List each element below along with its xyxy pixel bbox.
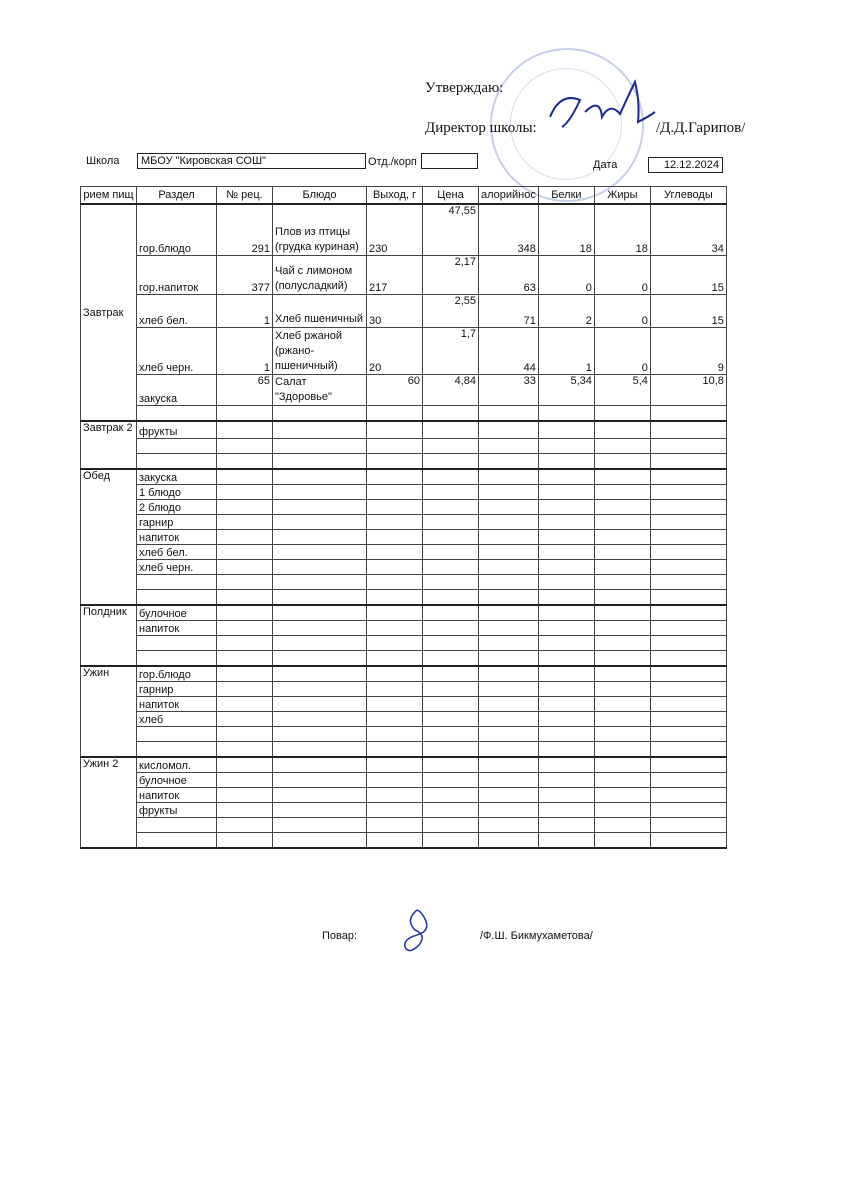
col-header: Блюдо	[273, 187, 367, 205]
protein-cell: 5,34	[538, 375, 594, 406]
col-header: Раздел	[137, 187, 217, 205]
date-label: Дата	[593, 159, 618, 171]
table-row	[81, 530, 727, 545]
table-row	[81, 697, 727, 712]
table-row	[81, 406, 727, 422]
table-row	[81, 295, 727, 328]
table-row	[81, 469, 727, 485]
section-cell: гор.напиток	[137, 256, 217, 295]
kcal-cell: 33	[479, 375, 539, 406]
dish-cell: Хлеб ржаной (ржано-пшеничный)	[273, 328, 367, 375]
section-cell: хлеб бел.	[137, 295, 217, 328]
table-row	[81, 773, 727, 788]
table-row	[81, 560, 727, 575]
kcal-cell: 71	[479, 295, 539, 328]
col-header: алорийнос	[479, 187, 539, 205]
protein-cell: 18	[538, 204, 594, 256]
table-row	[81, 375, 727, 406]
meal-label: Ужин 2	[81, 757, 137, 848]
table-row	[81, 454, 727, 470]
meal-label: Обед	[81, 469, 137, 605]
table-row	[81, 651, 727, 667]
section-cell: 1 блюдо	[137, 485, 217, 500]
table-row	[81, 818, 727, 833]
section-cell: фрукты	[137, 421, 217, 439]
table-row	[81, 204, 727, 256]
section-cell: напиток	[137, 788, 217, 803]
section-cell: напиток	[137, 621, 217, 636]
section-cell: гарнир	[137, 515, 217, 530]
director-signature-icon	[540, 72, 660, 142]
meal-label: Ужин	[81, 666, 137, 757]
fat-cell: 0	[594, 295, 650, 328]
col-header: Белки	[538, 187, 594, 205]
yield-cell: 60	[367, 375, 423, 406]
carbs-cell: 15	[650, 295, 726, 328]
col-header: рием пищ	[81, 187, 137, 205]
carbs-cell: 10,8	[650, 375, 726, 406]
approve-label: Утверждаю:	[425, 80, 504, 96]
recipe-cell: 377	[217, 256, 273, 295]
director-label: Директор школы:	[425, 120, 537, 136]
table-row	[81, 682, 727, 697]
carbs-cell: 15	[650, 256, 726, 295]
school-label: Школа	[86, 155, 120, 167]
price-cell: 4,84	[423, 375, 479, 406]
school-field: МБОУ "Кировская СОШ"	[137, 153, 366, 169]
dish-cell: Чай с лимоном (полусладкий)	[273, 256, 367, 295]
section-cell: хлеб черн.	[137, 328, 217, 375]
menu-table	[80, 186, 727, 849]
table-row	[81, 500, 727, 515]
col-header: № рец.	[217, 187, 273, 205]
carbs-cell: 34	[650, 204, 726, 256]
col-header: Жиры	[594, 187, 650, 205]
meal-label: Завтрак	[81, 204, 137, 421]
recipe-cell: 65	[217, 375, 273, 406]
col-header: Выход, г	[367, 187, 423, 205]
table-row	[81, 712, 727, 727]
table-row	[81, 833, 727, 849]
table-row	[81, 328, 727, 375]
yield-cell: 30	[367, 295, 423, 328]
table-row	[81, 727, 727, 742]
carbs-cell: 9	[650, 328, 726, 375]
table-row	[81, 485, 727, 500]
date-field: 12.12.2024	[648, 157, 723, 173]
section-cell: хлеб бел.	[137, 545, 217, 560]
price-cell: 2,17	[423, 256, 479, 295]
dish-cell: Салат "Здоровье"	[273, 375, 367, 406]
table-row	[81, 742, 727, 758]
table-row	[81, 439, 727, 454]
fat-cell: 5,4	[594, 375, 650, 406]
table-row	[81, 545, 727, 560]
yield-cell: 230	[367, 204, 423, 256]
section-cell: гор.блюдо	[137, 666, 217, 682]
section-cell: напиток	[137, 697, 217, 712]
table-row	[81, 757, 727, 773]
table-row	[81, 803, 727, 818]
col-header: Углеводы	[650, 187, 726, 205]
table-row	[81, 575, 727, 590]
section-cell: хлеб черн.	[137, 560, 217, 575]
section-cell: фрукты	[137, 803, 217, 818]
protein-cell: 1	[538, 328, 594, 375]
recipe-cell: 1	[217, 328, 273, 375]
price-cell: 1,7	[423, 328, 479, 375]
fat-cell: 0	[594, 256, 650, 295]
cook-label: Повар:	[322, 930, 358, 942]
kcal-cell: 63	[479, 256, 539, 295]
col-header: Цена	[423, 187, 479, 205]
section-cell: гор.блюдо	[137, 204, 217, 256]
fat-cell: 0	[594, 328, 650, 375]
table-header-row	[81, 187, 727, 205]
section-cell: гарнир	[137, 682, 217, 697]
dept-label: Отд./корп	[368, 156, 417, 168]
table-row	[81, 256, 727, 295]
table-row	[81, 421, 727, 439]
protein-cell: 2	[538, 295, 594, 328]
recipe-cell: 1	[217, 295, 273, 328]
dept-field	[421, 153, 478, 169]
section-cell: 2 блюдо	[137, 500, 217, 515]
section-cell: булочное	[137, 773, 217, 788]
cook-signature-icon	[395, 905, 440, 960]
yield-cell: 20	[367, 328, 423, 375]
yield-cell: 217	[367, 256, 423, 295]
dish-cell: Хлеб пшеничный	[273, 295, 367, 328]
meal-label: Завтрак 2	[81, 421, 137, 469]
section-cell: хлеб	[137, 712, 217, 727]
meal-label: Полдник	[81, 605, 137, 666]
price-cell: 2,55	[423, 295, 479, 328]
kcal-cell: 44	[479, 328, 539, 375]
section-cell: кисломол.	[137, 757, 217, 773]
dish-cell: Плов из птицы (грудка куриная)	[273, 204, 367, 256]
section-cell: закуска	[137, 375, 217, 406]
price-cell: 47,55	[423, 204, 479, 256]
director-name: /Д.Д.Гарипов/	[656, 120, 746, 136]
section-cell: напиток	[137, 530, 217, 545]
cook-name: /Ф.Ш. Бикмухаметова/	[480, 930, 593, 942]
table-row	[81, 621, 727, 636]
protein-cell: 0	[538, 256, 594, 295]
fat-cell: 18	[594, 204, 650, 256]
table-row	[81, 636, 727, 651]
table-row	[81, 515, 727, 530]
table-row	[81, 666, 727, 682]
table-row	[81, 590, 727, 606]
table-row	[81, 788, 727, 803]
table-row	[81, 605, 727, 621]
section-cell: булочное	[137, 605, 217, 621]
recipe-cell: 291	[217, 204, 273, 256]
section-cell: закуска	[137, 469, 217, 485]
kcal-cell: 348	[479, 204, 539, 256]
